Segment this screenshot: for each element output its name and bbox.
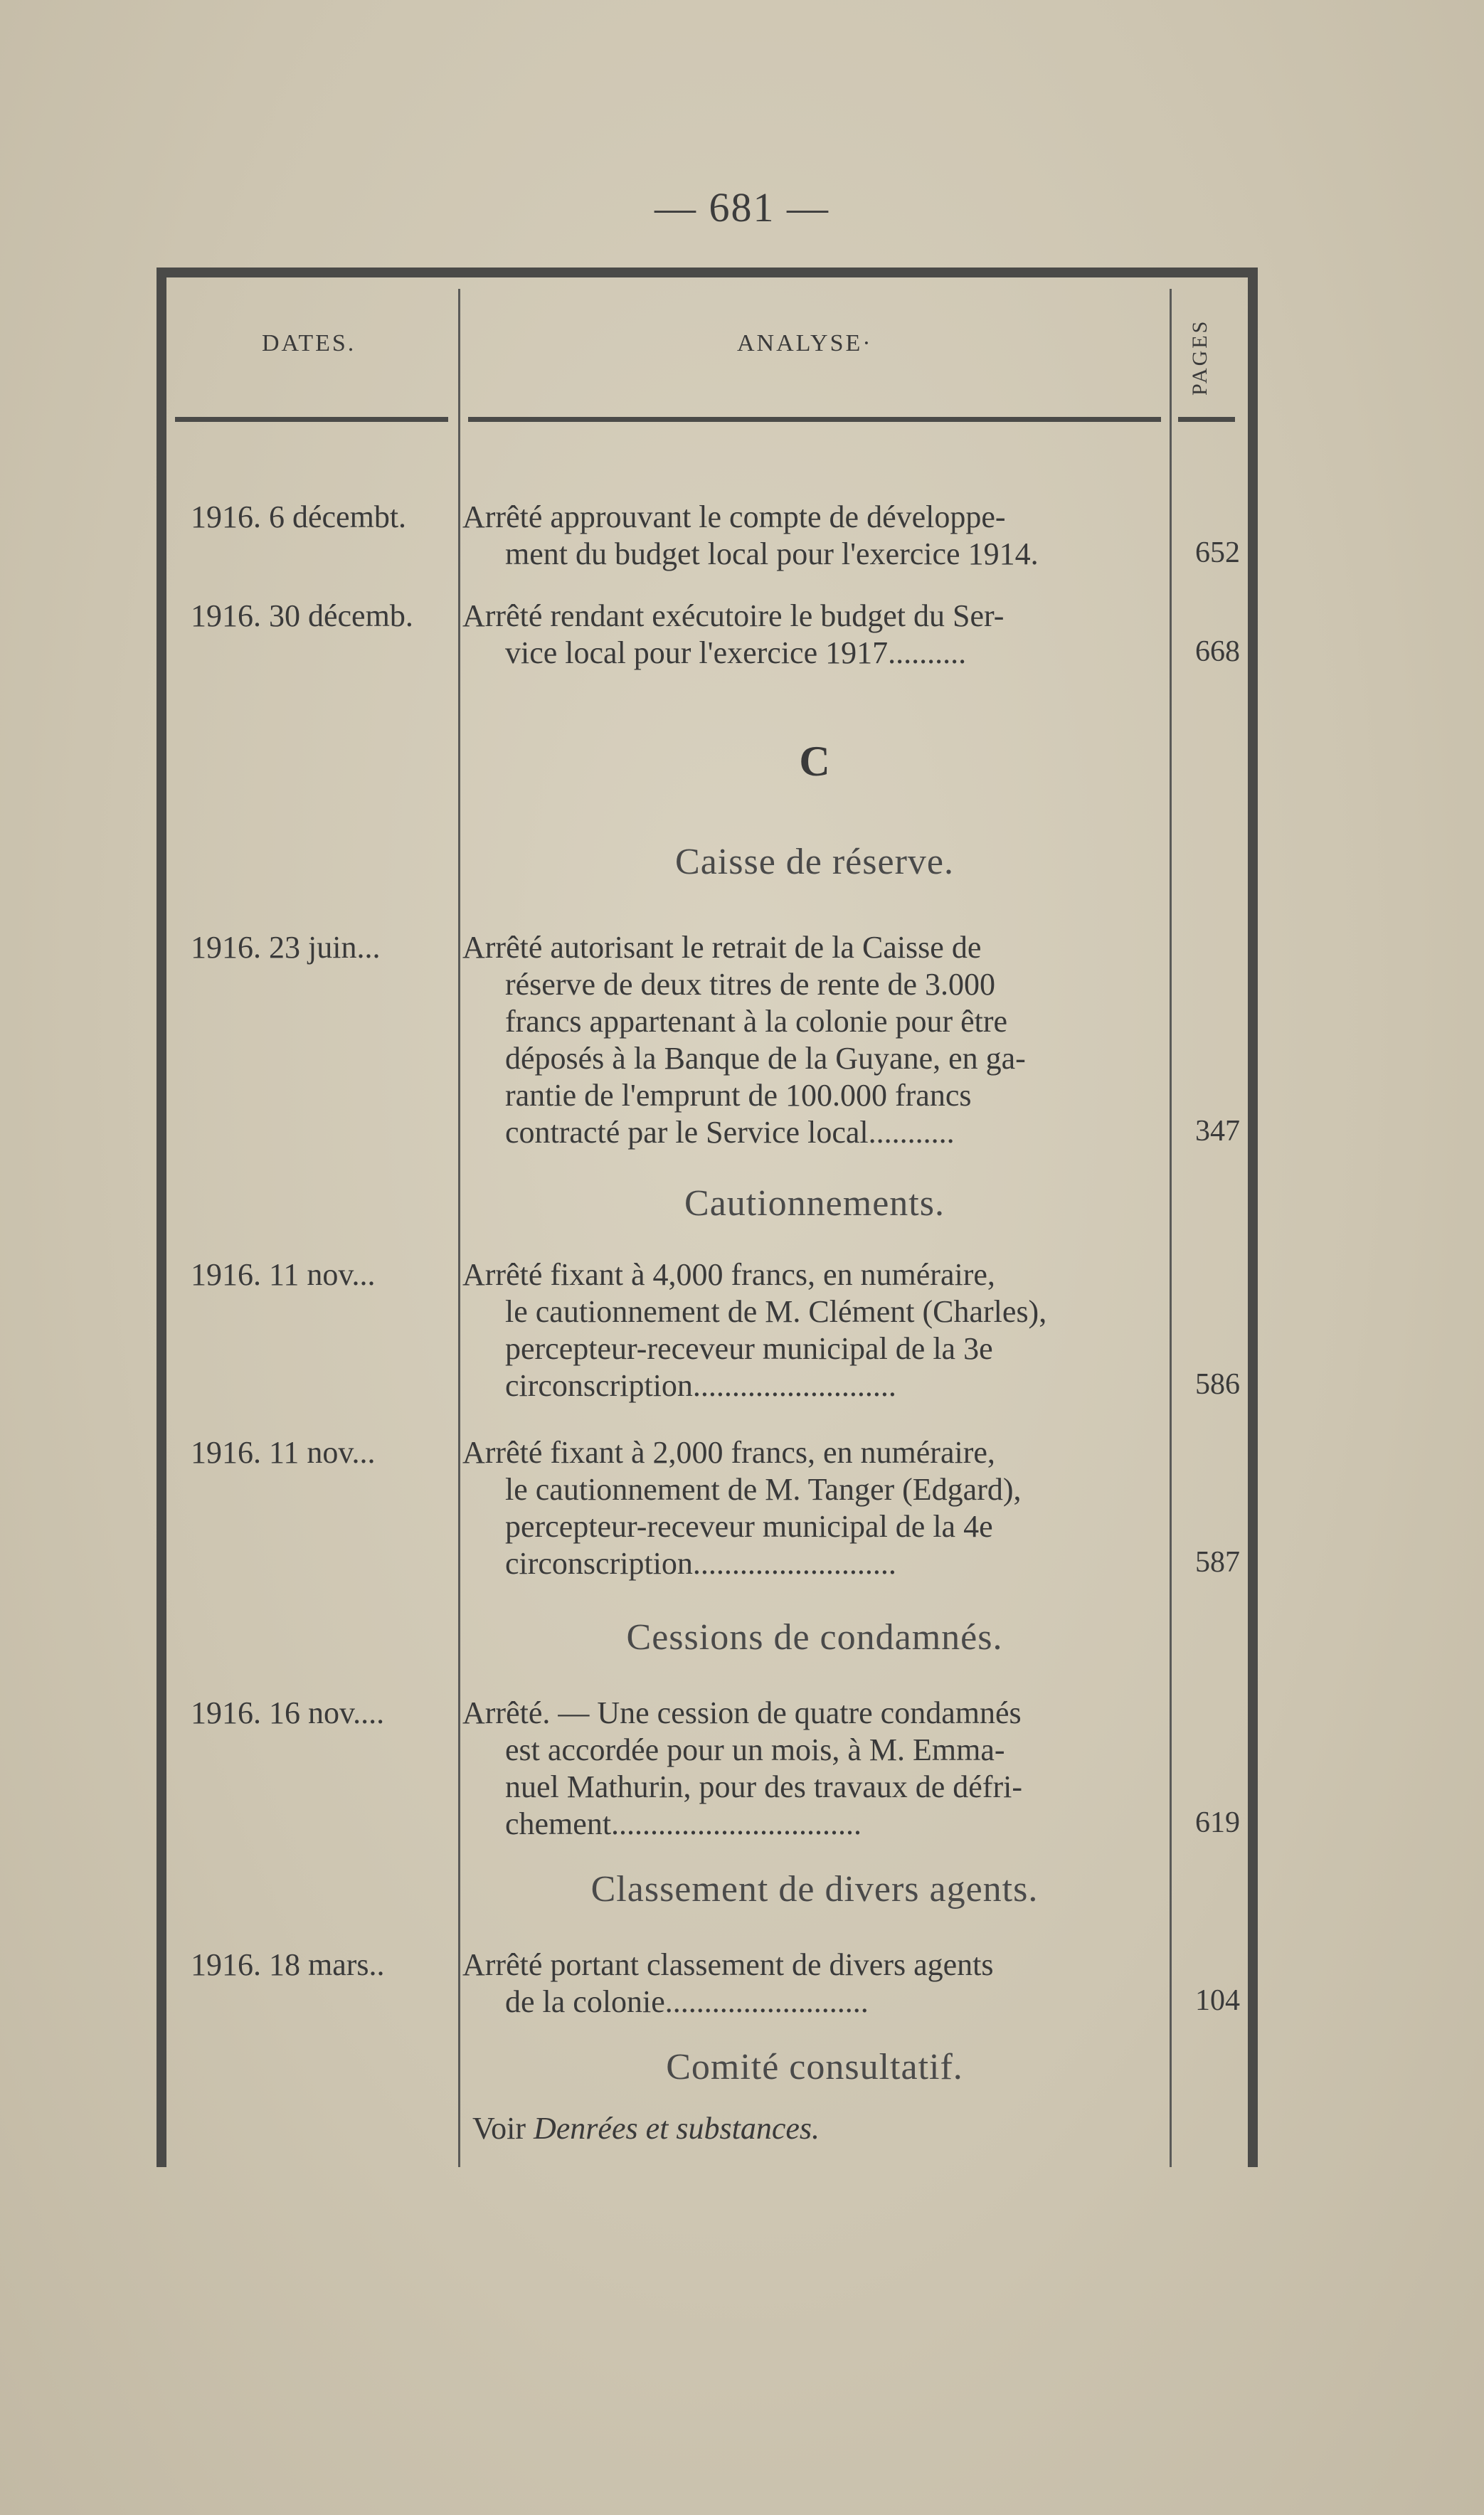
entry-page: 652 bbox=[1195, 536, 1240, 569]
entry-page: 104 bbox=[1195, 1984, 1240, 2017]
header-rule-dates bbox=[175, 417, 448, 422]
entry-page: 347 bbox=[1195, 1115, 1240, 1148]
entry-date: 1916. 6 décembt. bbox=[191, 499, 407, 534]
analysis-line: Arrêté fixant à 4,000 francs, en numéraire, bbox=[462, 1257, 995, 1292]
analysis-line: Arrêté rendant exécutoire le budget du Ser- bbox=[462, 598, 1005, 633]
analysis-line: nuel Mathurin, pour des travaux de défri- bbox=[505, 1769, 1022, 1804]
analysis-line: déposés à la Banque de la Guyane, en ga- bbox=[505, 1041, 1026, 1076]
analysis-line: francs appartenant à la colonie pour être bbox=[505, 1004, 1008, 1039]
section-title: Cautionnements. bbox=[684, 1183, 945, 1224]
note-reference: Denrées et substances. bbox=[533, 2111, 820, 2146]
section-title: Comité consultatif. bbox=[666, 2047, 963, 2087]
entry-page: 668 bbox=[1195, 635, 1240, 668]
note-prefix: Voir bbox=[472, 2111, 526, 2146]
analysis-line: chement................................ bbox=[505, 1806, 862, 1841]
analysis-line: percepteur-receveur municipal de la 3e bbox=[505, 1331, 993, 1366]
analysis-line: vice local pour l'exercice 1917.......... bbox=[505, 635, 967, 670]
left-rule bbox=[157, 268, 166, 2167]
section-letter: C bbox=[799, 738, 830, 785]
analysis-line: Arrêté. — Une cession de quatre condamnés bbox=[462, 1695, 1022, 1730]
analysis-line: Arrêté approuvant le compte de développe- bbox=[462, 499, 1006, 534]
cross-reference-note bbox=[472, 2110, 820, 2146]
entry-date: 1916. 16 nov.... bbox=[191, 1695, 385, 1730]
analysis-line: circonscription.......................... bbox=[505, 1368, 896, 1403]
header-analyse: ANALYSE· bbox=[737, 330, 873, 356]
analysis-line: ment du budget local pour l'exercice 1914. bbox=[505, 536, 1039, 571]
analysis-line: le cautionnement de M. Tanger (Edgard), bbox=[505, 1472, 1022, 1507]
entry-date: 1916. 11 nov... bbox=[191, 1435, 376, 1470]
section-title: Caisse de réserve. bbox=[675, 842, 954, 882]
column-divider-pages bbox=[1170, 289, 1172, 2167]
entry-analysis bbox=[462, 1434, 1167, 1582]
entry-page: 587 bbox=[1195, 1546, 1240, 1579]
entry-analysis bbox=[462, 929, 1167, 1151]
analysis-line: de la colonie.......................... bbox=[505, 1984, 869, 2019]
entry-date: 1916. 23 juin... bbox=[191, 930, 381, 965]
top-rule bbox=[157, 268, 1258, 277]
header-rule-pages bbox=[1178, 417, 1235, 422]
analysis-line: Arrêté autorisant le retrait de la Caisse de bbox=[462, 930, 982, 965]
analysis-line: Arrêté portant classement de divers agents bbox=[462, 1947, 994, 1982]
header-dates: DATES. bbox=[262, 330, 356, 356]
header-pages: PAGES bbox=[1188, 319, 1212, 396]
entry-analysis bbox=[462, 1256, 1167, 1404]
page-number: — 681 — bbox=[654, 184, 830, 231]
header-rule-analyse bbox=[468, 417, 1161, 422]
entry-date: 1916. 30 décemb. bbox=[191, 598, 413, 633]
analysis-line: le cautionnement de M. Clément (Charles), bbox=[505, 1294, 1047, 1329]
analysis-line: percepteur-receveur municipal de la 4e bbox=[505, 1509, 993, 1544]
analysis-line: rantie de l'emprunt de 100.000 francs bbox=[505, 1078, 972, 1113]
entry-analysis bbox=[462, 1695, 1167, 1843]
table-frame bbox=[157, 268, 1258, 2167]
analysis-line: réserve de deux titres de rente de 3.000 bbox=[505, 967, 996, 1002]
analysis-line: est accordée pour un mois, à M. Emma- bbox=[505, 1732, 1005, 1767]
entry-date: 1916. 18 mars.. bbox=[191, 1947, 385, 1982]
entry-analysis bbox=[462, 598, 1167, 672]
section-title: Cessions de condamnés. bbox=[626, 1617, 1003, 1658]
entry-analysis bbox=[462, 1947, 1167, 2021]
column-divider-dates bbox=[458, 289, 460, 2167]
entry-page: 586 bbox=[1195, 1368, 1240, 1401]
entry-analysis bbox=[462, 499, 1167, 573]
entry-date: 1916. 11 nov... bbox=[191, 1257, 376, 1292]
entry-page: 619 bbox=[1195, 1806, 1240, 1839]
analysis-line: circonscription.......................... bbox=[505, 1546, 896, 1581]
section-title: Classement de divers agents. bbox=[590, 1869, 1039, 1910]
analysis-line: Arrêté fixant à 2,000 francs, en numéraire, bbox=[462, 1435, 995, 1470]
analysis-line: contracté par le Service local........... bbox=[505, 1115, 955, 1150]
